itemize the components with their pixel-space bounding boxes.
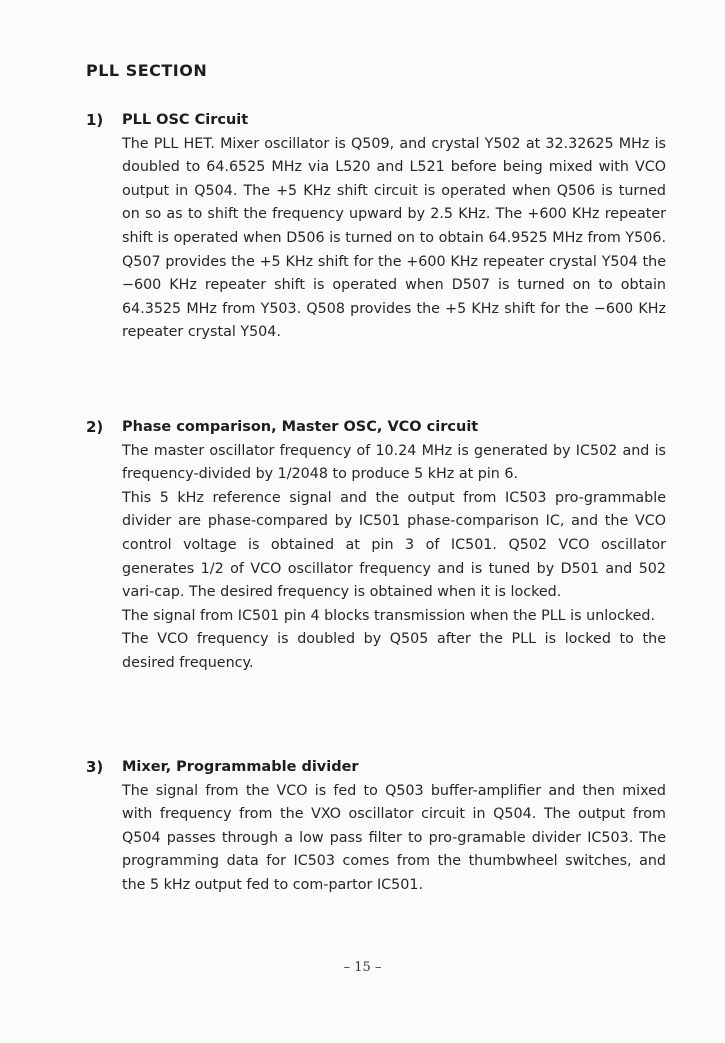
item-number: 3) [86, 758, 104, 776]
paragraph: The signal from IC501 pin 4 blocks transmission when the PLL is unlocked. [122, 607, 656, 624]
paragraph: The PLL HET. Mixer oscillator is Q509, and crystal Y502 at 32.32625 MHz is doubled to 64.6525 MHz via L520 and L521 before being mixed with VCO output in Q504. The +5 KHz shift circuit is operated when Q506 is turned on so as to shift the frequency upward by 2.5 KHz. The +600 KHz repeater shift is operated when D506 is turned on to obtain 64.9525 MHz from Y506. Q507 provides the +5 KHz shift for the +600 KHz repeater crystal Y504 the −600 KHz repeater shift is operated when D507 is turned on to obtain 64.3525 MHz from Y503. Q508 provides the +5 KHz shift for the −600 KHz repeater crystal Y504. [122, 135, 666, 341]
item-number: 1) [86, 111, 104, 129]
paragraph: The signal from the VCO is fed to Q503 buffer-amplifier and then mixed with frequency from the VXO oscillator circuit in Q504. The output from Q504 passes through a low pass filter to pro-gramable divider IC503. The programming data for IC503 comes from the thumbwheel switches, and the 5 kHz output fed to com-partor IC501. [122, 782, 666, 893]
section-item-phase-comparison [86, 416, 666, 676]
section-item-pll-osc-circuit [86, 109, 666, 345]
paragraph: The VCO frequency is doubled by Q505 after the PLL is locked to the desired frequency. [122, 631, 666, 671]
item-heading: Phase comparison, Master OSC, VCO circuit [122, 419, 479, 435]
item-number: 2) [86, 418, 104, 436]
paragraph: This 5 kHz reference signal and the output from IC503 pro-grammable divider are phase-compared by IC501 phase-comparison IC, and the VCO control voltage is obtained at pin 3 of IC501. Q502 VCO oscillator generates 1/2 of VCO oscillator frequency and is tuned by D501 and 502 vari-cap. The desired frequency is obtained when it is locked. [122, 489, 666, 601]
item-heading: Mixer, Programmable divider [122, 759, 359, 775]
paragraph: The master oscillator frequency of 10.24 MHz is generated by IC502 and is frequency-divided by 1/2048 to produce 5 kHz at pin 6. [122, 442, 666, 483]
section-item-mixer-programmable-divider [86, 756, 666, 898]
section-title: PLL SECTION [86, 61, 208, 80]
page-number: – 15 – [343, 960, 382, 975]
item-heading: PLL OSC Circuit [122, 112, 249, 128]
